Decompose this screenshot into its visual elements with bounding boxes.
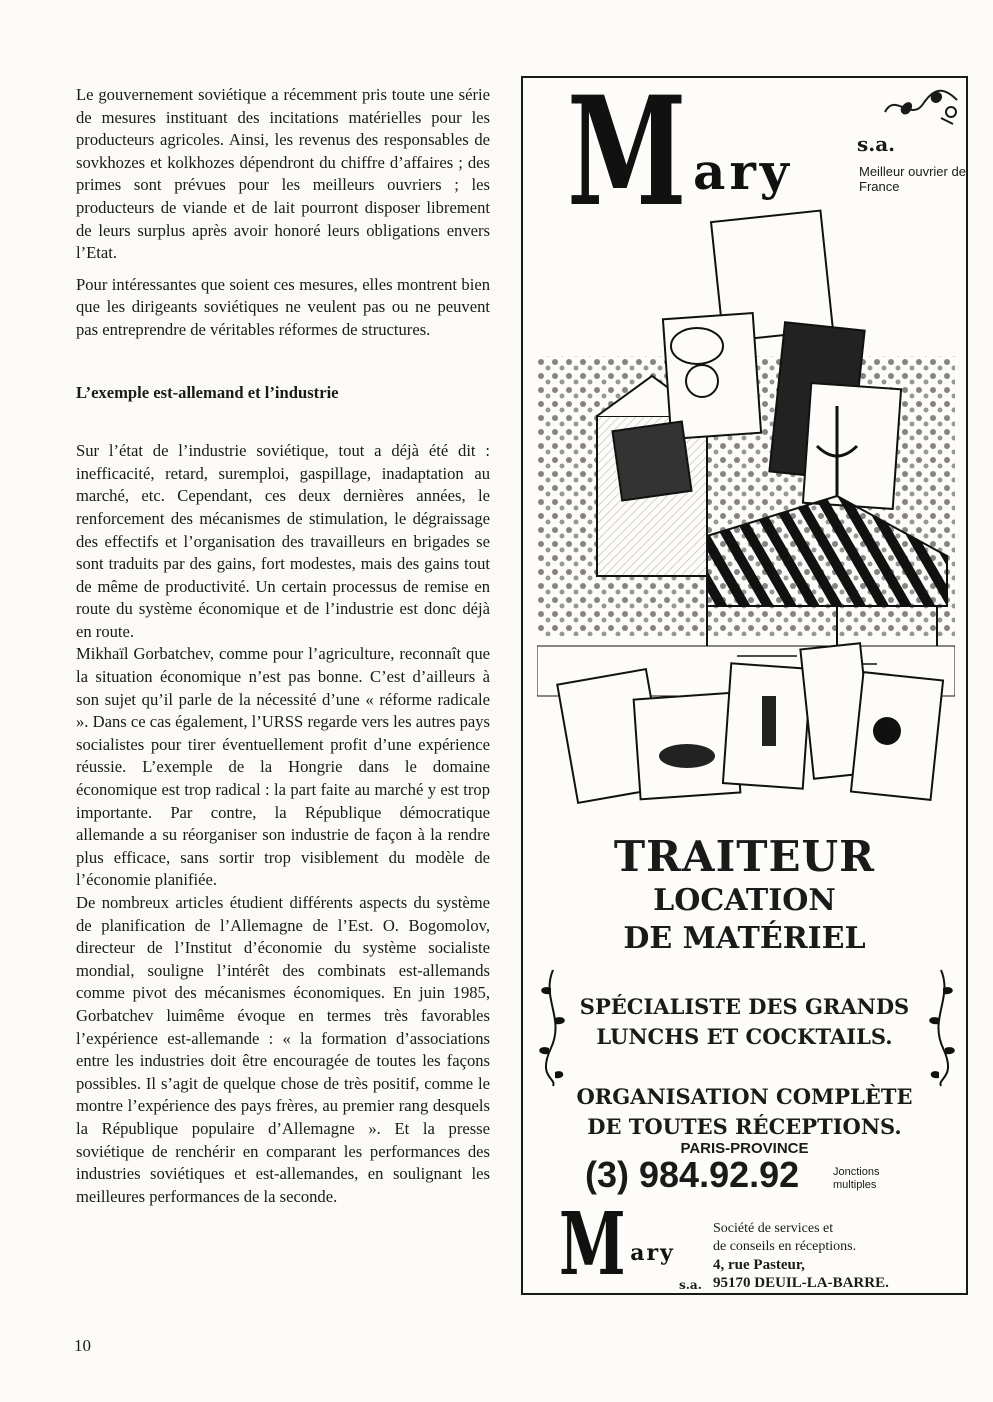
subtitle-line: LOCATION [653, 883, 836, 918]
phone-note-line: Jonctions [833, 1166, 880, 1178]
brand-initial: M [567, 76, 690, 240]
organisation-line: DE TOUTES RÉCEPTIONS. [587, 1114, 902, 1139]
footer-brand-rest: ary [630, 1240, 675, 1266]
footer-brand-initial: M [559, 1194, 626, 1295]
specialty-line: SPÉCIALISTE DES GRANDS [579, 994, 910, 1019]
phone-note [833, 1166, 879, 1192]
company-desc: Société de services et [713, 1221, 834, 1236]
specialty-line: LUNCHS ET COCKTAILS. [596, 1024, 893, 1049]
ad-region: PARIS-PROVINCE [680, 1140, 809, 1157]
ad-specialty [523, 992, 966, 1052]
ad-organisation [523, 1082, 966, 1142]
article-column [76, 84, 490, 1208]
corner-ornament-icon [881, 82, 961, 128]
subtitle-line: DE MATÉRIEL [623, 921, 866, 956]
tagline: Meilleur ouvrier de France [859, 164, 966, 194]
paragraph: Pour intéressantes que soient ces mesures, elles montrent bien que les dirigeants soviétiques ne veulent pas ou ne peuvent pas entreprendre de véritables réformes de structures. [76, 274, 490, 339]
page-number: 10 [74, 1336, 91, 1355]
phone-number: (3) 984.92.92 [585, 1154, 800, 1195]
paragraph: De nombreux articles étudient différents aspects du système de planification de l’Allemagne de l’Est. O. Bogomolov, directeur de l’Institut d’économie du système socialiste mondial, souligne l’intérêt des combinats est-allemands comme pivot des mécanismes économiques. En juin 1985, Gorbatchev luimême évoque en termes très favorables l’expérience est-allemande : « la formation d’associations entre les industries doit être encouragée de toutes les façons possibles. Il s’agit de quelque chose de très positif, comme le montre l’expérience des pays frères, au premier rang desquels la République populaire d’Allemagne ». Et la presse soviétique de renchérir en comparant les performances des industries soviétiques et est-allemandes, en soulignant les meilleures performances de la seconde. [76, 893, 490, 1206]
brand-suffix: s.a. [857, 132, 896, 156]
organisation-line: ORGANISATION COMPLÈTE [576, 1084, 913, 1109]
section-heading: L’exemple est-allemand et l’industrie [76, 382, 339, 402]
footer-brand-suffix: s.a. [679, 1278, 702, 1292]
paragraph: Le gouvernement soviétique a récemment pris toute une série de mesures instituant des incitations matérielles pour les producteurs agricoles. Ainsi, les revenus des responsables de sovkhozes et kolkhozes dépendront du chiffre d’affaires ; des primes sont prévues pour les meilleurs ouvriers ; les producteurs de viande et de lait pourront disposer librement de leurs surplus après avoir honoré leurs obligations envers l’Etat. [76, 85, 490, 263]
company-address [713, 1220, 889, 1292]
company-desc: de conseils en réceptions. [713, 1239, 857, 1254]
brand-rest: ary [693, 142, 793, 201]
advertisement [521, 76, 968, 1295]
ad-subtitle [523, 882, 966, 958]
catering-illustration [537, 176, 955, 806]
ad-title: TRAITEUR [613, 832, 876, 881]
city: 95170 DEUIL-LA-BARRE. [713, 1275, 889, 1291]
footer-brand-logo [559, 1194, 675, 1295]
paragraph: Sur l’état de l’industrie soviétique, tout a déjà été dit : inefficacité, retard, suremploi, gaspillage, inadaptation au marché, etc. Cependant, ces deux dernières années, le renforcement des mécanismes de stimulation, le dégraissage des effectifs et l’organisation des travailleurs en brigades se sont traduits par des gains, fort modestes, mais des gains tout de même de productivité. Un certain processus de remise en route du système économique et de l’industrie est donc déjà en route. [76, 441, 490, 641]
street: 4, rue Pasteur, [713, 1257, 805, 1273]
paragraph: Mikhaïl Gorbatchev, comme pour l’agriculture, reconnaît que la situation économique n’est pas bonne. C’est d’ailleurs à son sujet qu’il parle de la nécessité d’une « réforme radicale ». Dans ce cas également, l’URSS regarde vers les autres pays socialistes pour tirer éventuellement profit d’une expérience réussie. L’exemple de la Hongrie dans le domaine économique est trop radical : la part faite au marché y est trop importante. Par contre, la République démocratique allemande a su réorganiser son industrie de façon à la rendre plus efficace, sans sortir trop visiblement du modèle de l’économie planifiée. [76, 644, 490, 890]
phone-note-line: multiples [833, 1179, 877, 1191]
